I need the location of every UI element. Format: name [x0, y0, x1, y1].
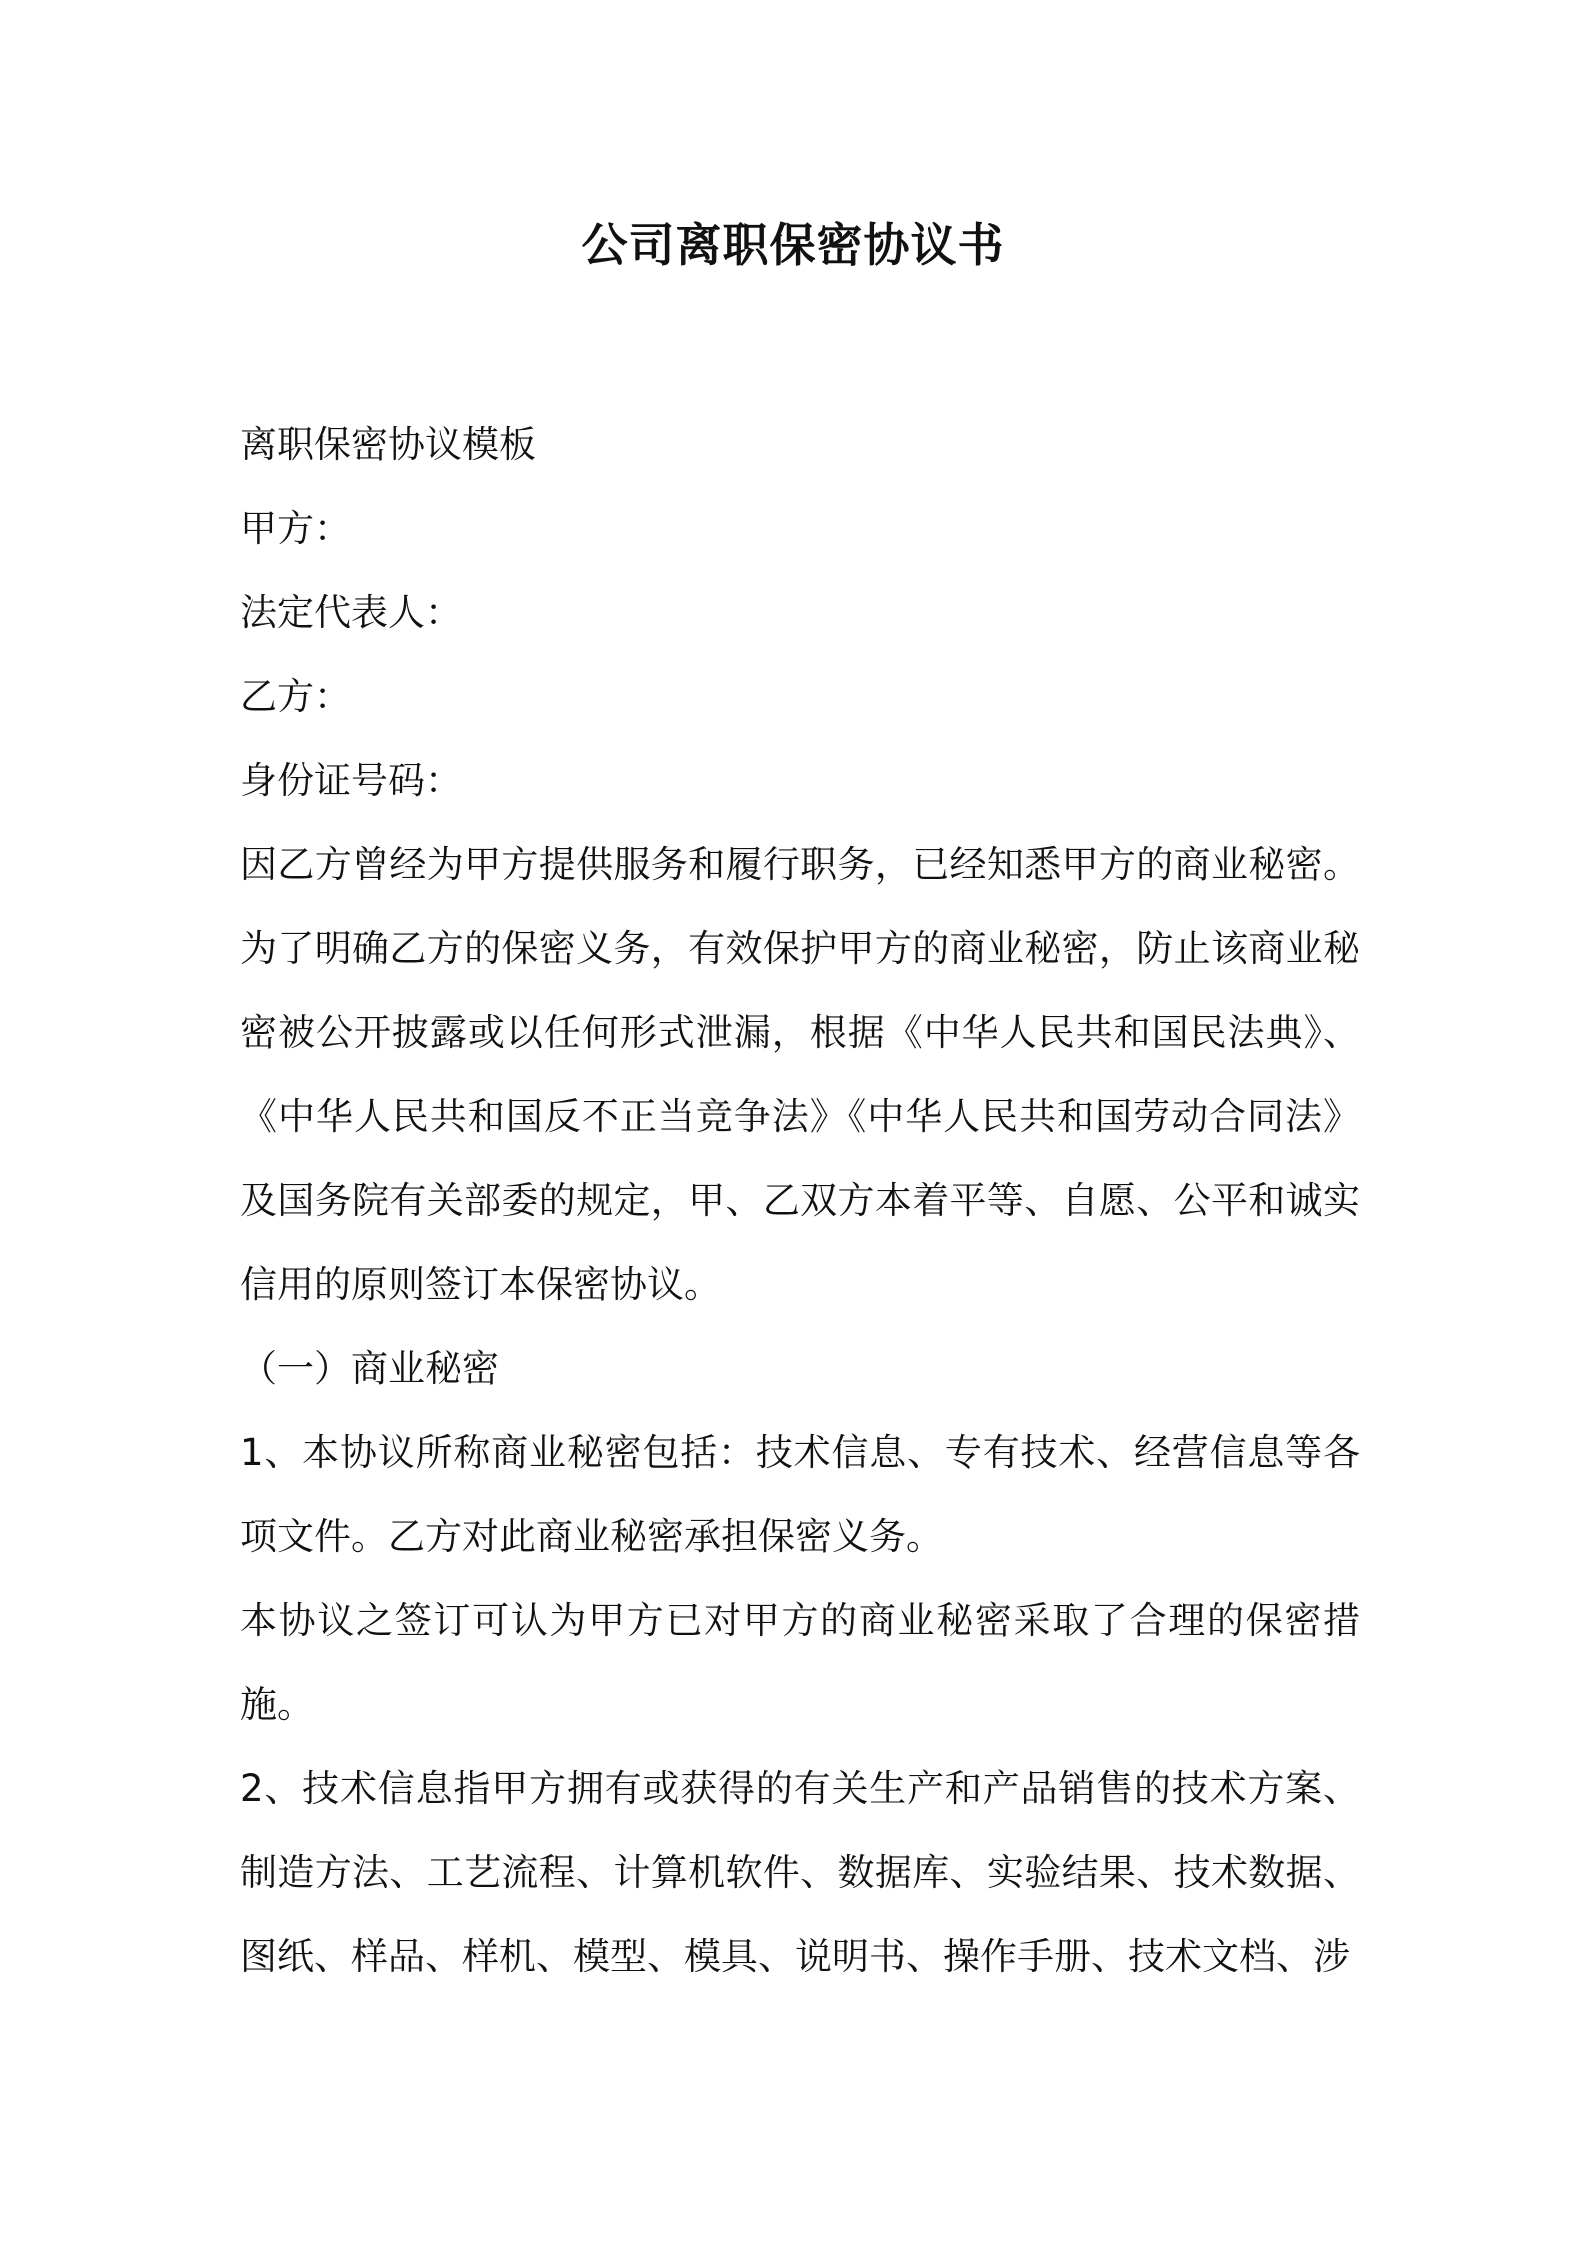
template-heading: 离职保密协议模板	[240, 423, 536, 466]
id-number-label: 身份证号码：	[240, 759, 462, 802]
party-a-label: 甲方：	[240, 507, 351, 550]
legal-representative-label: 法定代表人：	[240, 591, 462, 634]
document-title: 公司离职保密协议书	[581, 218, 1005, 272]
clause-1-paragraph: 1、本协议所称商业秘密包括：技术信息、专有技术、经营信息等各项文件。乙方对此商业秘密承担保密义务。	[240, 1431, 1360, 1558]
document-body	[240, 403, 1360, 1999]
confidentiality-measures-paragraph: 本协议之签订可认为甲方已对甲方的商业秘密采取了合理的保密措施。	[240, 1599, 1360, 1726]
party-b-label: 乙方：	[240, 675, 351, 718]
clause-2-paragraph: 2、技术信息指甲方拥有或获得的有关生产和产品销售的技术方案、制造方法、工艺流程、计算机软件、数据库、实验结果、技术数据、图纸、样品、样机、模型、模具、说明书、操作手册、技术文档、涉	[240, 1767, 1360, 1978]
preamble-paragraph: 因乙方曾经为甲方提供服务和履行职务，已经知悉甲方的商业秘密。为了明确乙方的保密义务，有效保护甲方的商业秘密，防止该商业秘密被公开披露或以任何形式泄漏，根据《中华人民共和国民法典》、《中华人民共和国反不正当竞争法》《中华人民共和国劳动合同法》及国务院有关部委的规定，甲、乙双方本着平等、自愿、公平和诚实信用的原则签订本保密协议。	[240, 843, 1360, 1306]
section-heading-trade-secrets: （一）商业秘密	[240, 1347, 499, 1390]
